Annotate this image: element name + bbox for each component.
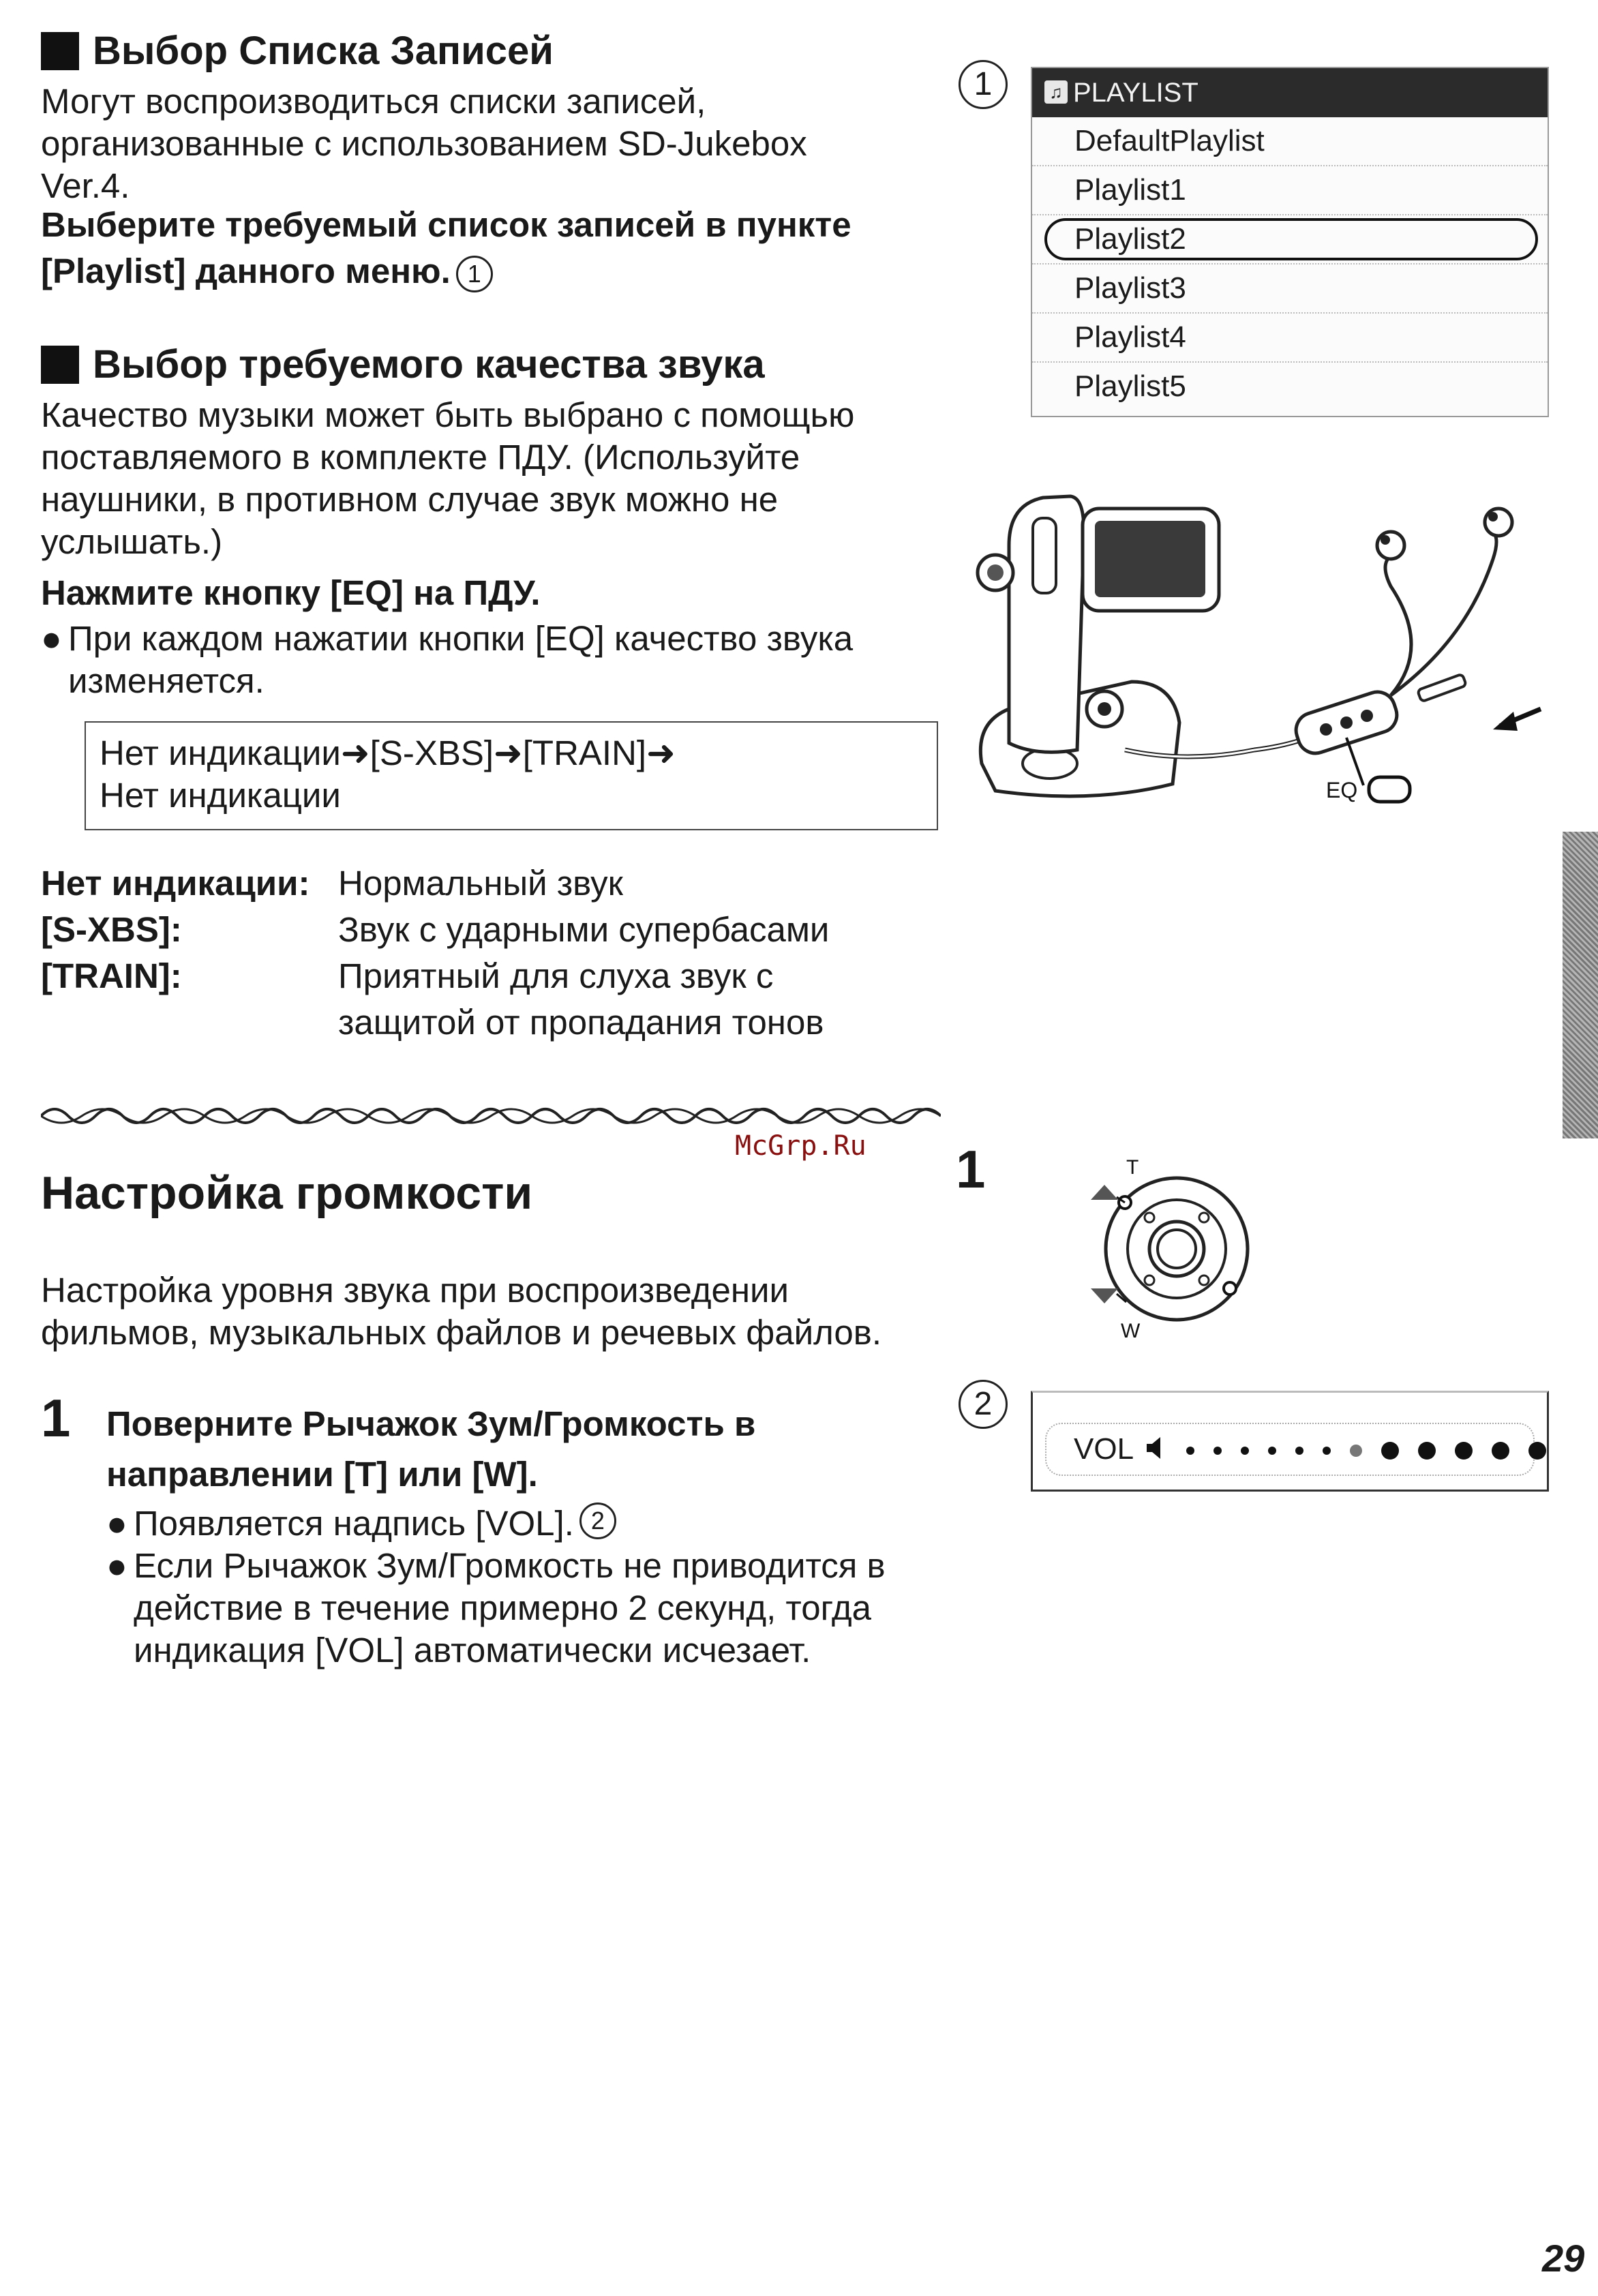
selection-outline [1044,218,1538,260]
vol-indicator [1045,1423,1535,1476]
bullet-dot: ● [41,619,62,658]
figure-marker-1: 1 [959,60,1008,109]
sound-heading-text: Выбор требуемого качества звука [93,342,765,387]
vol-bullet-1: Появляется надпись [VOL]. [134,1504,574,1543]
camera-remote-earphones-illustration [968,477,1554,832]
step-line-1: Поверните Рычажок Зум/Громкость в [106,1404,756,1443]
definition-row: [S-XBS]: Звук с ударными супербасами [41,910,830,949]
playlist-instruction-line-2: [Playlist] данного меню. [41,252,451,290]
bullet-dot: ● [106,1546,127,1585]
vol-bullet-2-line-3: индикация [VOL] автоматически исчезает. [134,1631,811,1670]
heading-square-icon [41,32,79,70]
arrow-down-icon [1091,1288,1118,1303]
music-note-icon: ♫ [1044,80,1068,104]
sound-body [41,394,854,563]
eq-sequence-line-1: Нет индикации➜[S-XBS]➜[TRAIN]➜ [100,734,676,772]
sound-line-4: услышать.) [41,522,223,561]
volume-heading: Настройка громкости [41,1167,533,1219]
playlist-line-2: организованные с использованием SD-Jukebox [41,124,807,163]
eq-sequence-box [85,721,938,830]
arrow-up-icon [1091,1185,1118,1200]
vol-level-dot [1418,1442,1436,1460]
vol-level-dot [1381,1442,1399,1460]
eq-mode-definitions [41,860,829,1046]
vol-level-dots [1177,1432,1556,1466]
vol-level-dot [1323,1447,1331,1455]
definition-row: защитой от пропадания тонов [338,1003,824,1042]
heading-square-icon [41,346,79,384]
playlist-title: PLAYLIST [1073,78,1198,108]
eq-bullet [41,618,853,702]
decorative-divider [41,1099,941,1133]
zoom-lever-illustration [1064,1152,1268,1350]
vol-bullet-2-line-2: действие в течение примерно 2 секунд, тогда [134,1588,872,1627]
playlist-line-1: Могут воспроизводиться списки записей, [41,82,706,121]
playlist-item[interactable]: Playlist4 [1032,314,1548,363]
playlist-item[interactable]: Playlist5 [1074,369,1186,403]
playlist-instruction-line-1: Выберите требуемый список записей в пункте [41,205,851,244]
vol-level-dot [1268,1447,1276,1455]
speaker-icon [1145,1425,1169,1476]
volume-line-2: фильмов, музыкальных файлов и речевых файлов. [41,1313,882,1352]
playlist-item-selected[interactable] [1032,215,1548,265]
vol-level-dot [1213,1447,1222,1455]
step-bullets [106,1502,886,1672]
playlist-title-bar [1032,68,1548,117]
step-instruction [106,1399,755,1500]
step-number: 1 [41,1388,71,1448]
ref-marker-2: 2 [579,1502,616,1539]
vol-label: VOL [1074,1432,1133,1466]
vol-level-dot [1295,1447,1303,1455]
playlist-item[interactable]: Playlist3 [1032,265,1548,314]
eq-instruction: Нажмите кнопку [EQ] на ПДУ. [41,573,541,612]
page-number: 29 [1542,2237,1585,2280]
figure-step-1: 1 [956,1139,986,1199]
playlist-section-heading [41,27,554,75]
eq-label: EQ [1326,778,1358,802]
eq-sequence-line-2: Нет индикации [100,776,341,815]
t-label: T [1126,1156,1139,1179]
vol-level-dot [1528,1442,1546,1460]
playlist-body [41,80,807,207]
playlist-item[interactable]: Playlist1 [1032,166,1548,215]
bullet-dot: ● [106,1504,127,1543]
vol-level-dot [1241,1447,1249,1455]
definition-row: [TRAIN]: Приятный для слуха звук с [41,956,774,995]
definition-row: Нет индикации: Нормальный звук [41,864,623,903]
sound-section-heading [41,341,765,389]
eq-button-icon [1369,777,1410,802]
vol-screen [1031,1391,1549,1492]
playlist-screen [1031,67,1549,417]
ref-marker-1: 1 [456,256,493,292]
sound-line-1: Качество музыки может быть выбрано с помощью [41,395,855,434]
eq-bullet-line-1: При каждом нажатии кнопки [EQ] качество звука [68,619,854,658]
playlist-item[interactable]: DefaultPlaylist [1032,117,1548,166]
vol-level-dot [1492,1442,1509,1460]
vol-level-dot [1350,1445,1362,1457]
sound-line-2: поставляемого в комплекте ПДУ. (Используйте [41,438,800,477]
playlist-item-label: Playlist2 [1074,222,1186,256]
vol-bullet-2-line-1: Если Рычажок Зум/Громкость не приводится в [134,1546,886,1585]
vol-level-dot [1186,1447,1194,1455]
eq-bullet-line-2: изменяется. [68,661,265,700]
step-line-2: направлении [T] или [W]. [106,1455,538,1494]
figure-marker-2: 2 [959,1380,1008,1429]
vol-level-dot [1455,1442,1473,1460]
sound-line-3: наушники, в противном случае звук можно не [41,480,779,519]
volume-body [41,1269,881,1354]
watermark: McGrp.Ru [735,1130,866,1162]
w-label: W [1121,1320,1141,1342]
playlist-heading-text: Выбор Списка Записей [93,29,554,73]
playlist-instruction [41,202,851,294]
chapter-tab [1563,832,1598,1138]
playlist-line-3: Ver.4. [41,166,130,205]
volume-line-1: Настройка уровня звука при воспроизведении [41,1271,789,1310]
